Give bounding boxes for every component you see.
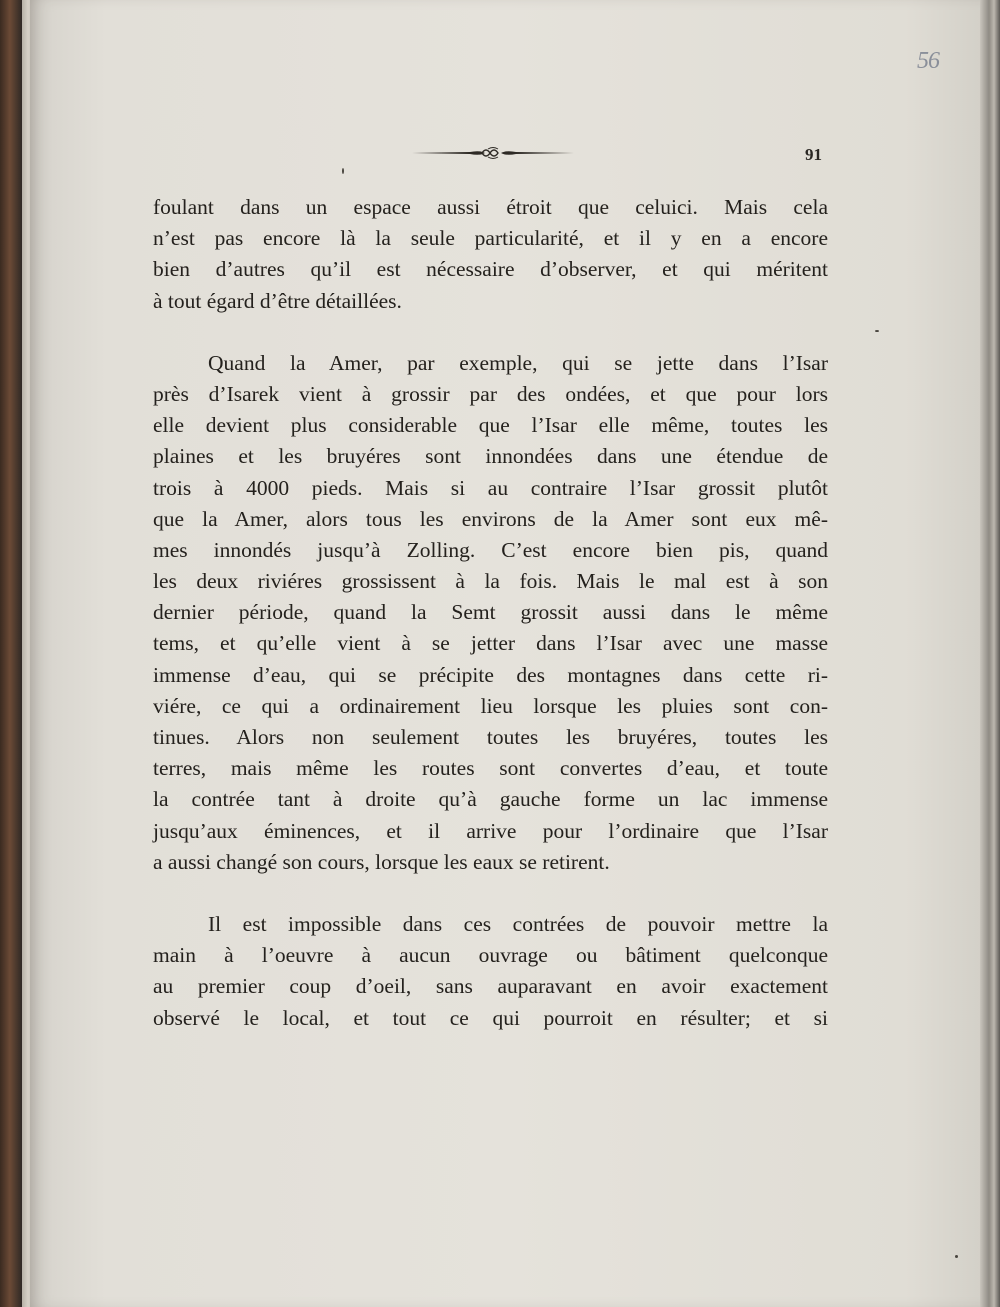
header-ornament [410, 145, 576, 161]
text-line: viére, ce qui a ordinairement lieu lorsque les pluies sont con- [153, 693, 828, 718]
text-line: terres, mais même les routes sont convertes d’eau, et toute [153, 756, 828, 781]
text-line: jusqu’aux éminences, et il arrive pour l’ordinaire que l’Isar [153, 818, 828, 843]
text-line: observé le local, et tout ce qui pourroit en résulter; et si [153, 1005, 828, 1030]
text-line: immense d’eau, qui se précipite des montagnes dans cette ri- [153, 662, 828, 687]
body-text [153, 192, 828, 1034]
text-line: dernier période, quand la Semt grossit aussi dans le même [153, 600, 828, 625]
text-line: trois à 4000 pieds. Mais si au contraire l’Isar grossit plutôt [153, 475, 828, 500]
folio-number: 56 [917, 48, 939, 74]
text-line: les deux riviéres grossissent à la fois. Mais le mal est à son [153, 569, 828, 594]
text-line: Il est impossible dans ces contrées de pouvoir mettre la [208, 911, 828, 936]
text-line: Quand la Amer, par exemple, qui se jette dans l’Isar [208, 350, 828, 375]
text-line: n’est pas encore là la seule particularité, et il y en a encore [153, 226, 828, 251]
text-line: au premier coup d’oeil, sans auparavant en avoir exactement [153, 974, 828, 999]
text-line: près d’Isarek vient à grossir par des ondées, et que pour lors [153, 381, 828, 406]
paper-speck [342, 168, 344, 174]
text-line: foulant dans un espace aussi étroit que celuici. Mais cela [153, 195, 828, 219]
text-line: bien d’autres qu’il est nécessaire d’observer, et qui méritent [153, 257, 828, 282]
page-sheet [30, 0, 982, 1307]
text-line: main à l’oeuvre à aucun ouvrage ou bâtiment quelconque [153, 943, 828, 968]
page-number: 91 [805, 145, 822, 164]
text-line: a aussi changé son cours, lorsque les eaux se retirent. [153, 849, 610, 874]
paragraph-3 [153, 909, 828, 1034]
book-binding [0, 0, 22, 1307]
text-line: à tout égard d’être détaillées. [153, 288, 402, 313]
paper-speck [875, 330, 879, 332]
text-line: la contrée tant à droite qu’à gauche forme un lac immense [153, 787, 828, 812]
text-line: tems, et qu’elle vient à se jetter dans l’Isar avec une masse [153, 631, 828, 656]
page-edge-right [980, 0, 1000, 1307]
text-line: plaines et les bruyéres sont innondées dans une étendue de [153, 444, 828, 469]
text-line: que la Amer, alors tous les environs de la Amer sont eux mê- [153, 506, 828, 531]
paragraph-2 [153, 348, 828, 878]
paragraph-1 [153, 192, 828, 317]
text-line: tinues. Alors non seulement toutes les bruyéres, toutes les [153, 725, 828, 749]
text-line: mes innondés jusqu’à Zolling. C’est encore bien pis, quand [153, 537, 828, 562]
text-line: elle devient plus considerable que l’Isar elle même, toutes les [153, 413, 828, 438]
paper-speck [955, 1255, 958, 1258]
